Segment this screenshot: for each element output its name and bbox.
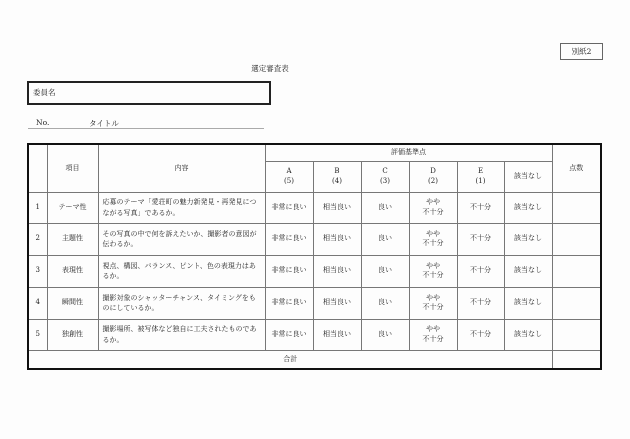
title-label: タイトル: [89, 119, 119, 128]
row-content: 撮影場所、被写体など独自に工夫されたものであるか。: [98, 319, 265, 350]
grade-e-cell[interactable]: 不十分: [457, 192, 504, 223]
row-content: その写真の中で何を訴えたいか、撮影者の意図が伝わるか。: [98, 223, 265, 255]
member-name-label: 委員名: [33, 88, 56, 97]
grade-a-cell[interactable]: 非常に良い: [265, 319, 313, 350]
row-number: 1: [28, 192, 47, 223]
header-criteria: 評価基準点: [265, 144, 552, 161]
grade-e-cell[interactable]: 不十分: [457, 287, 504, 319]
number-label: No.: [36, 118, 50, 127]
grade-d-cell[interactable]: やや 不十分: [409, 255, 457, 287]
grade-na-cell[interactable]: 該当なし: [504, 319, 552, 350]
score-cell[interactable]: [552, 319, 601, 350]
row-item: 表現性: [47, 255, 98, 287]
header-score: 点数: [552, 144, 601, 192]
grade-a-cell[interactable]: 非常に良い: [265, 192, 313, 223]
grade-c-header: C (3): [361, 161, 409, 192]
grade-a-cell[interactable]: 非常に良い: [265, 223, 313, 255]
grade-b-cell[interactable]: 相当良い: [313, 287, 361, 319]
grade-c-cell[interactable]: 良い: [361, 255, 409, 287]
score-cell[interactable]: [552, 287, 601, 319]
row-item: 主題性: [47, 223, 98, 255]
grade-na-cell[interactable]: 該当なし: [504, 192, 552, 223]
row-number: 2: [28, 223, 47, 255]
grade-b-cell[interactable]: 相当良い: [313, 192, 361, 223]
header-row-1: [28, 144, 601, 161]
score-cell[interactable]: [552, 192, 601, 223]
member-name-field[interactable]: [27, 81, 271, 105]
grade-d-cell[interactable]: やや 不十分: [409, 319, 457, 350]
grade-d-cell[interactable]: やや 不十分: [409, 287, 457, 319]
total-row: [28, 350, 601, 369]
table-row: [28, 255, 601, 287]
row-item: テーマ性: [47, 192, 98, 223]
grade-na-cell[interactable]: 該当なし: [504, 287, 552, 319]
row-number: 3: [28, 255, 47, 287]
grade-b-header: B (4): [313, 161, 361, 192]
total-label: 合計: [28, 350, 552, 369]
grade-c-cell[interactable]: 良い: [361, 192, 409, 223]
row-content: 応募のテーマ「愛荘町の魅力新発見・再発見につながる写真」であるか。: [98, 192, 265, 223]
header-no: [28, 144, 47, 192]
evaluation-table: [27, 143, 602, 370]
grade-d-cell[interactable]: やや 不十分: [409, 223, 457, 255]
grade-b-cell[interactable]: 相当良い: [313, 319, 361, 350]
grade-e-cell[interactable]: 不十分: [457, 319, 504, 350]
table-row: [28, 319, 601, 350]
row-content: 撮影対象のシャッターチャンス、タイミングをものにしているか。: [98, 287, 265, 319]
grade-b-cell[interactable]: 相当良い: [313, 255, 361, 287]
grade-a-header: A (5): [265, 161, 313, 192]
title-line[interactable]: [28, 117, 264, 129]
row-item: 独創性: [47, 319, 98, 350]
grade-c-cell[interactable]: 良い: [361, 319, 409, 350]
row-number: 5: [28, 319, 47, 350]
score-cell[interactable]: [552, 255, 601, 287]
grade-b-cell[interactable]: 相当良い: [313, 223, 361, 255]
row-item: 瞬間性: [47, 287, 98, 319]
table-row: [28, 287, 601, 319]
grade-d-cell[interactable]: やや 不十分: [409, 192, 457, 223]
annex-label: 別紙2: [560, 43, 603, 60]
grade-e-cell[interactable]: 不十分: [457, 223, 504, 255]
total-score-cell[interactable]: [552, 350, 601, 369]
grade-d-header: D (2): [409, 161, 457, 192]
grade-na-cell[interactable]: 該当なし: [504, 223, 552, 255]
grade-na-cell[interactable]: 該当なし: [504, 255, 552, 287]
grade-c-cell[interactable]: 良い: [361, 223, 409, 255]
grade-a-cell[interactable]: 非常に良い: [265, 255, 313, 287]
header-item: 項目: [47, 144, 98, 192]
table-row: [28, 192, 601, 223]
grade-na-header: 該当なし: [504, 161, 552, 192]
grade-c-cell[interactable]: 良い: [361, 287, 409, 319]
score-cell[interactable]: [552, 223, 601, 255]
grade-a-cell[interactable]: 非常に良い: [265, 287, 313, 319]
grade-e-cell[interactable]: 不十分: [457, 255, 504, 287]
grade-e-header: E (1): [457, 161, 504, 192]
header-content: 内容: [98, 144, 265, 192]
document-title: 選定審査表: [251, 64, 289, 73]
row-content: 視点、構図、バランス、ピント、色の表現力はあるか。: [98, 255, 265, 287]
row-number: 4: [28, 287, 47, 319]
table-row: [28, 223, 601, 255]
